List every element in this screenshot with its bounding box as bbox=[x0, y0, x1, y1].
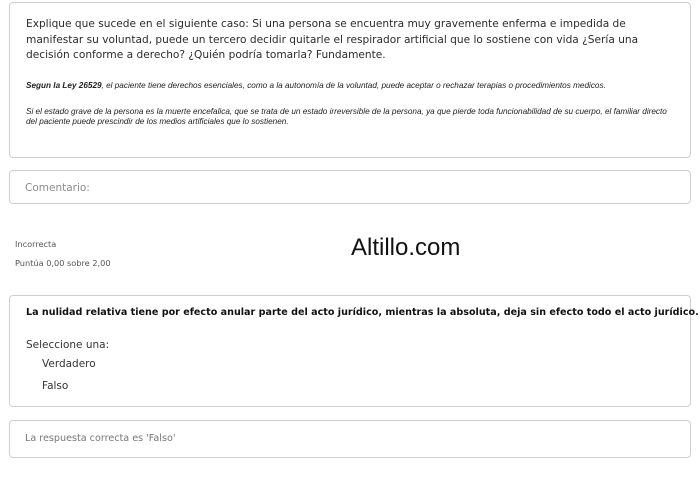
question-1-card bbox=[9, 2, 691, 158]
answer-paragraph-1-text: , el paciente tiene derechos esenciales, como a la autonomía de la voluntad, puede aceptar o rechazar terapias o procedimientos medicos. bbox=[101, 81, 606, 90]
question-1-text: Explique que sucede en el siguiente caso: Si una persona se encuentra muy gravemente enferma e impedida de manifestar su voluntad, puede un tercero decidir quitarle el respirador artificial que lo sostiene con vida ¿Sería una decisión conforme a derecho? ¿Quién podría tomarla? Fundamente. bbox=[26, 18, 639, 61]
question-state: Incorrecta bbox=[15, 239, 57, 249]
answer-paragraph-1 bbox=[26, 81, 678, 91]
comment-placeholder: Comentario: bbox=[25, 182, 90, 194]
correct-answer-feedback: La respuesta correcta es 'Falso' bbox=[25, 433, 176, 444]
question-2-statement: La nulidad relativa tiene por efecto anular parte del acto jurídico, mientras la absoluta, deja sin efecto todo el acto jurídico. bbox=[26, 307, 699, 318]
law-reference: Segun la Ley 26529 bbox=[26, 81, 102, 90]
option-verdadero[interactable]: Verdadero bbox=[42, 358, 96, 370]
option-falso[interactable]: Falso bbox=[42, 380, 69, 392]
question-2-card bbox=[9, 295, 699, 407]
comment-field[interactable] bbox=[9, 170, 691, 204]
select-one-prompt: Seleccione una: bbox=[26, 339, 110, 351]
answer-paragraph-2: Si el estado grave de la persona es la muerte encefalica, que se trata de un estado irreversible de la persona, ya que pierde toda funcionabilidad de su cuerpo, el familiar directo del paciente puede prescindir de los medios artificiales que lo sostienen. bbox=[26, 107, 667, 126]
feedback-box bbox=[9, 420, 691, 458]
question-grade: Puntúa 0,00 sobre 2,00 bbox=[15, 258, 111, 268]
watermark-logo: Altillo.com bbox=[351, 234, 461, 261]
